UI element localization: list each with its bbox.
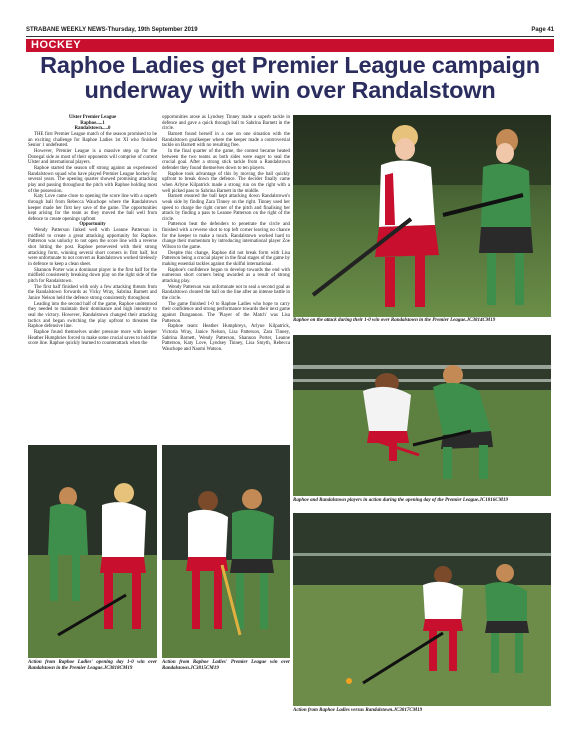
paragraph: Raphoe took advantage of this by moving the ball quickly upfront to break down the defence. The decider finally came when Arlyne Kilpatrick made a strong run on the right with a well picked pass to Sabrina Barnett in the middle. [162,171,290,194]
paragraph: Wendy Patterson linked well with Leanne Patterson in midfield to create a great attacking opportunity for Raphoe. Patterson was unlucky to not open the score line with a reverse shot hitting the post. Raphoe persevered with their strong attacking form, winning several short corners in first half, but were unfortunate to not convert as Randalstown worked tirelessly in defence to keep a clean sheet. [28,228,157,268]
paragraph: Raphoe started the season off strong against an experienced Randalstown squad who have played Premier League hockey for several years. The opening quarter showed promising attacking play and passing throughout the pitch with Raphoe holding most of the possession. [28,165,157,194]
section-label: HOCKEY [31,39,82,51]
headline [26,53,554,103]
caption-photo-opening-win: Action from Raphoe Ladies' opening day 1-0 win over Randalstown in the Premier League.JC3818CM19 [28,660,157,671]
paragraph: In the final quarter of the game, the contest became heated between the two teams as both sides were eager to seal the crucial goal. After a strong stick tackle from a Randalstown defender they found themselves down to ten players. [162,148,290,171]
paragraph: Leading into the second half of the game, Raphoe understood they needed to maintain their dominance and high intensity to seal the victory. However, Randalstown changed their attacking tactics and began switching the play upfront to threaten the Raphoe defensive line. [28,301,157,330]
paragraph: The game finished 1-0 to Raphoe Ladies who hope to carry their confidence and strong performance towards their next game against Dungannon. The 'Player of the Match' was Lisa Patterson. [162,301,290,324]
photo-versus [293,513,551,706]
masthead [26,26,554,37]
paragraph: Patterson beat the defenders to penetrate the circle and finished with a reverse shot to top left corner leaving no chance for the keeper to make a touch. Randalstown worked hard to change their momentum by introducing international player Zoe Wilson to the game. [162,222,290,251]
headline-line-2: underway with win over Randalstown [84,77,496,103]
caption-photo-versus: Action from Raphoe Ladies versus Randalstown.JC3817CM19 [293,708,423,713]
paragraph: Raphoe found themselves under pressure more with keeper Heather Humphries forced to make some crucial saves to hold the score line. Raphoe quickly learned to counterattack when the [28,329,158,347]
paragraph: Shannon Porter was a dominant player in the first half for the midfield consistently breaking down play on the right side of the pitch for Randalstown. [28,267,157,285]
paragraph: Raphoe's confidence began to develop towards the end with numerous short corners being awarded as a result of strong attacking play. [162,267,290,285]
article-heading-1: Ulster Premier League [68,115,117,120]
article-column-1 [28,115,157,347]
page-number: Page 41 [531,27,554,33]
caption-photo-opening-day: Raphoe and Randalstown players in action during the opening day of the Premier League.JC1816CM19 [293,498,509,503]
paragraph: However, Premier League is a massive step up for the Donegal side as most of their opponents will comprise of current Ulster and international players. [28,148,157,166]
article-heading-3: Randalstown.....0 [74,126,111,132]
article-subhead: Opportunity [79,222,106,228]
caption-photo-attack: Raphoe on the attack during their 1-0 win over Randalstown in the Premier League.JC3814CM19 [293,318,496,323]
photo-league-win [162,445,290,658]
paragraph: Raphoe team: Heather Humphreys, Arlyne Kilpatrick, Victoria Wray, Janice Nelson, Lisa Patterson, Zara Tinney, Sabrina Barnett, Wendy Patterson, Shannon Porter, Leanne Patterson, Katy Love, Lyndsey Tinney, Lisa Smyth, Rebecca Wauchope and Naomi Watson. [162,324,290,352]
paragraph: opportunities arose as Lyndsey Tinney made a superb tackle in defence and gave a quick through ball to Sabrina Barnett in the circle. [162,115,290,132]
photo-attack [293,115,551,317]
caption-photo-league-win: Action from Raphoe Ladies' Premier League win over Randalstown.JC3815CM19 [162,660,290,671]
photo-opening-win [28,445,157,658]
masthead-date: STRABANE WEEKLY NEWS-Thursday, 19th September 2019 [26,27,198,33]
paragraph: Barnett found herself in a one on one situation with the Randalstown goalkeeper where the keeper made a controversial tackle on Barnett with no resulting free. [162,131,290,149]
paragraph: Katy Love came close to opening the score line with a superb through ball from Rebecca Wauchope where the Randalstown keeper made her first key save of the game. The opportunities kept arising for the team as they moved the ball well from defence to create openings upfront [28,194,157,222]
article-column-2 [162,115,290,353]
paragraph: Wendy Patterson was unfortunate not to seal a second goal as Randalstown cleared the ball on the line after an intense battle in the circle. [162,284,290,301]
headline-line-1: Raphoe Ladies get Premier League campaign [40,52,540,78]
paragraph: Barnett ensured the ball kept attacking down Randalstown's weak side by finding Zara Tinney on the right. Tinney used her speed to charge the right corner of the pitch and finalising her attack by finding a pass to Leanne Patterson on the right of the circle. [162,194,290,222]
paragraph: Despite this change, Raphoe did not break form with Lisa Patterson being a crucial player in the final stages of the game by making essential tackles against the skilful international. [162,250,290,268]
article-heading-2: Raphoe.....1 [80,120,105,126]
paragraph: The first half finished with only a few attacking threats from the Randalstown forwards as Vicky Wray, Sabrina Barnett and Janice Nelson held the defence strong consistently throughout. [28,284,157,301]
photo-opening-day [293,335,551,496]
section-banner [26,39,554,52]
paragraph: THE first Premier League match of the season promised to be an exciting challenge for Raphoe Ladies 1st XI who finished Senior 1 undefeated. [28,131,157,149]
